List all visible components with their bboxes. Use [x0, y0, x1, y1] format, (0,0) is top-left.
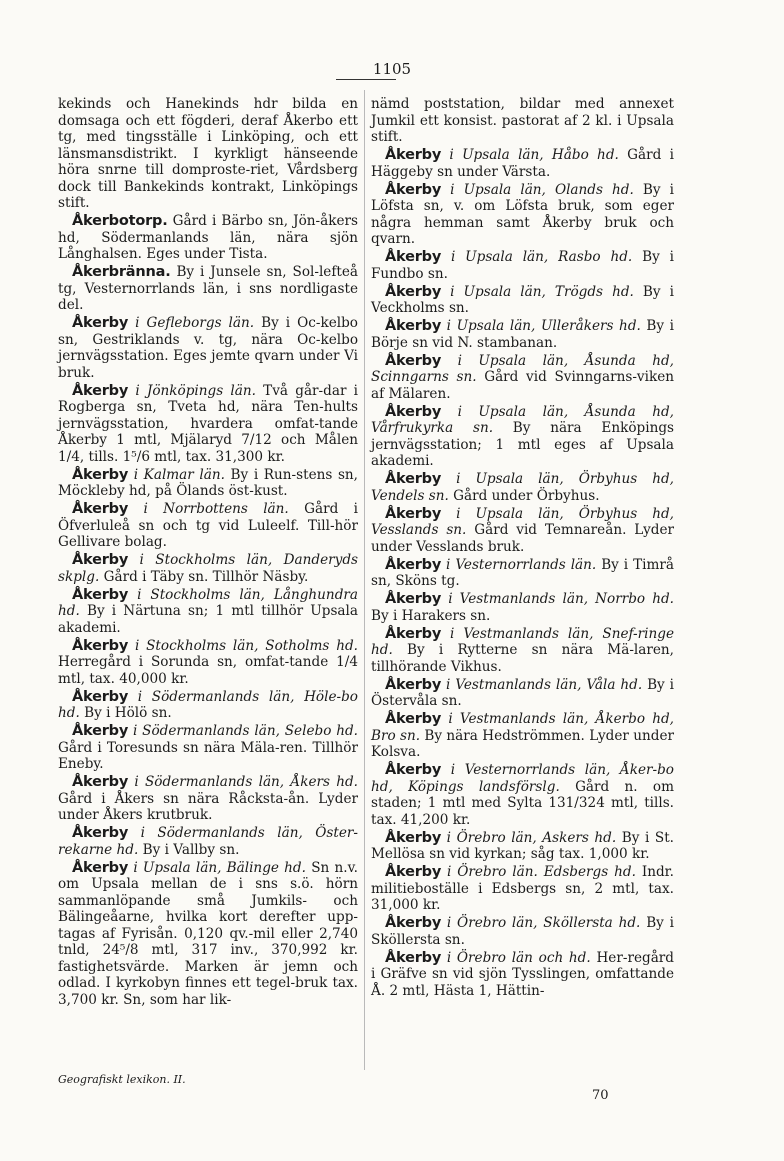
- entry-headword: Åkerby: [385, 676, 442, 693]
- entry-headword: Åkerbotorp.: [72, 213, 168, 229]
- entry-headword: Åkerby: [72, 859, 129, 876]
- entry-location: i Upsala län, Håbo hd.: [449, 147, 619, 163]
- entry-headword: Åkerby: [385, 283, 442, 300]
- dictionary-entry: [371, 249, 674, 282]
- entry-text: By i St. Mellösa sn vid kyrkan; såg tax. 1,000 kr.: [371, 829, 674, 862]
- entry-headword: Åkerby: [385, 471, 442, 487]
- dictionary-entry: [371, 353, 674, 403]
- dictionary-entry: [371, 677, 674, 710]
- entry-text: By i Veckholms sn.: [371, 283, 674, 316]
- entry-location: i Stockholms län, Sotholms hd.: [134, 637, 359, 654]
- entry-headword: Åkerby: [385, 915, 442, 931]
- entry-headword: Åkerby: [72, 315, 129, 331]
- dictionary-entry: [58, 552, 358, 585]
- dictionary-entry: [58, 315, 358, 381]
- entry-location: i Vestmanlands län, Norrbo hd.: [448, 591, 674, 607]
- dictionary-entry: [58, 501, 358, 551]
- entry-text: Gård i Åkers sn nära Råcksta-ån. Lyder under Åkers krutbruk.: [58, 790, 358, 823]
- entry-headword: Åkerby: [72, 637, 129, 654]
- entry-headword: Åkerby: [72, 688, 129, 705]
- entry-location: i Vesternorrlands län.: [446, 556, 597, 573]
- entry-location: i Stockholms län, Danderyds skplg.: [58, 552, 358, 585]
- entry-headword: Åkerby: [72, 586, 129, 603]
- dictionary-entry: [371, 915, 674, 948]
- entry-headword: Åkerby: [385, 829, 442, 846]
- entry-text: Gård vid Temnareån. Lyder under Vesslands bruk.: [371, 522, 674, 555]
- dictionary-entry: [371, 147, 674, 180]
- entry-text: By i Börje sn vid N. stambanan.: [371, 318, 675, 351]
- entry-location: i Upsala län, Åsunda hd, Scinngarns sn.: [371, 352, 674, 385]
- entry-location: i Örebro län. Edsbergs hd.: [447, 864, 636, 880]
- entry-location: i Upsala län, Bälinge hd.: [133, 859, 306, 876]
- entry-location: i Södermanlands län, Öster-rekarne hd.: [58, 825, 358, 858]
- entry-location: i Vestmanlands län, Våla hd.: [446, 676, 643, 693]
- entry-headword: Åkerby: [72, 501, 129, 517]
- dictionary-entry: [58, 860, 358, 1009]
- entry-headword: Åkerby: [72, 774, 129, 790]
- entry-text: Gård i Häggeby sn under Värsta.: [371, 147, 674, 180]
- dictionary-entry: [58, 825, 358, 858]
- entry-text: Sn n.v. om Upsala mellan de i sns s.ö. hörn sammanlöpande små Jumkils- och Bälingeåarne, hvilka kort derefter upp-tagas af Fyrisån. 0,120 qv.-mil eller 2,740 tnld, 24⁵/8 mtl, 317 inv., 370,992 kr. fastighetsvärde. Marken är jemn och odlad. I kyrkobyn finnes ett tegel-bruk tax. 3,700 kr. Sn, som har lik-: [58, 859, 358, 1008]
- entry-headword: Åkerby: [385, 556, 442, 573]
- entry-text: Gård i Öfverluleå sn och tg vid Luleelf. Till-hör Gellivare bolag.: [58, 501, 359, 550]
- entry-headword: Åkerby: [385, 147, 442, 163]
- entry-location: i Upsala län, Åsunda hd, Vårfrukyrka sn.: [371, 403, 674, 436]
- entry-location: i Upsala län, Ulleråkers hd.: [446, 318, 641, 334]
- entry-text: Her-regård i Gräfve sn vid sjön Tysslingen, omfattande Å. 2 mtl, Hästa 1, Hättin-: [371, 949, 674, 999]
- page-number: 1105: [372, 60, 412, 78]
- header-rule: [336, 79, 396, 80]
- entry-headword: Åkerby: [385, 352, 442, 369]
- dictionary-entry: [371, 711, 674, 761]
- entry-headword: Åkerby: [72, 825, 129, 841]
- entry-headword: Åkerby: [72, 552, 129, 568]
- dictionary-entry: [58, 689, 358, 722]
- dictionary-entry: [371, 404, 674, 470]
- entry-headword: Åkerby: [385, 591, 442, 607]
- entry-location: i Vestmanlands län, Snef-ringe hd.: [371, 625, 674, 658]
- entry-location: i Upsala län, Örbyhus hd, Vendels sn.: [371, 471, 674, 504]
- dictionary-entry: [371, 318, 674, 351]
- entry-headword: Åkerby: [385, 181, 442, 198]
- entry-text: By i Oc-kelbo sn, Gestriklands v. tg, nära Oc-kelbo jernvägsstation. Eges jemte qvarn under Vi bruk.: [58, 315, 358, 381]
- entry-text: Gård n. om staden; 1 mtl med Sylta 131/324 mtl, tills. tax. 41,200 kr.: [371, 778, 674, 828]
- entry-headword: Åkerby: [385, 762, 442, 778]
- dictionary-entry: [371, 950, 674, 1000]
- entry-location: i Upsala län, Rasbo hd.: [450, 249, 633, 265]
- entry-headword: Åkerby: [72, 466, 129, 483]
- dictionary-entry: [58, 467, 358, 500]
- entry-text: By i Löfsta sn, v. om Löfsta bruk, som eger några hemman samt Åkerby bruk och qvarn.: [371, 181, 674, 247]
- dictionary-entry: [58, 383, 358, 466]
- entry-text: By i Run-stens sn, Möckleby hd, på Ölands öst-kust.: [58, 466, 359, 499]
- entry-headword: Åkerby: [385, 249, 442, 265]
- entry-location: i Kalmar län.: [133, 466, 225, 483]
- entry-text: By i Vallby sn.: [142, 841, 240, 858]
- entry-text: Herregård i Sorunda sn, omfat-tande 1/4 mtl, tax. 40,000 kr.: [58, 654, 358, 687]
- entry-location: i Södermanlands län, Selebo hd.: [132, 723, 359, 739]
- entry-text: By i Rytterne sn nära Mä-laren, tillhörande Vikhus.: [371, 642, 674, 675]
- entry-headword: Åkerby: [385, 403, 442, 420]
- entry-location: i Upsala län, Trögds hd.: [450, 283, 634, 300]
- entry-location: i Upsala län, Örbyhus hd, Vesslands sn.: [371, 505, 674, 538]
- entry-location: i Norrbottens län.: [143, 501, 289, 517]
- dictionary-entry: [371, 96, 674, 146]
- dictionary-entry: [371, 182, 674, 248]
- entry-location: i Gefleborgs län.: [135, 315, 255, 331]
- signature-mark: 70: [592, 1088, 609, 1103]
- entry-location: i Södermanlands län, Höle-bo hd.: [58, 688, 358, 721]
- dictionary-entry: [58, 264, 358, 314]
- left-column: [58, 96, 358, 1010]
- dictionary-entry: [58, 723, 358, 773]
- dictionary-entry: [58, 587, 358, 637]
- entry-location: i Jönköpings län.: [135, 382, 256, 399]
- entry-location: i Örebro län, Askers hd.: [446, 829, 617, 846]
- dictionary-entry: [371, 626, 674, 676]
- entry-text: kekinds och Hanekinds hdr bilda en domsaga och ett fögderi, deraf Åkerbo ett tg, med tingsställe i Linköping, och ett länsmansdistrikt. I kyrkligt hänseende höra snrne till domproste-riet, Vårdsberg dock till Bankekinds kontrakt, Linköpings stift.: [58, 96, 358, 211]
- entry-text: Gård i Täby sn. Tillhör Näsby.: [103, 568, 309, 585]
- dictionary-entry: [371, 830, 674, 863]
- entry-text: By i Fundbo sn.: [371, 249, 674, 282]
- entry-location: i Upsala län, Olands hd.: [450, 181, 634, 198]
- entry-location: i Vesternorrlands län, Åker-bo hd, Köpings landsförslg.: [371, 762, 674, 795]
- entry-headword: Åkerby: [385, 864, 442, 880]
- entry-headword: Åkerbränna.: [72, 264, 171, 280]
- dictionary-entry: [371, 762, 674, 828]
- entry-text: By i Hölö sn.: [84, 705, 172, 721]
- entry-location: i Örebro län, Sköllersta hd.: [446, 915, 641, 931]
- entry-text: Gård vid Svinngarns-viken af Mälaren.: [371, 369, 674, 402]
- entry-headword: Åkerby: [385, 711, 442, 727]
- entry-location: i Södermanlands län, Åkers hd.: [134, 774, 358, 790]
- dictionary-entry: [58, 213, 358, 263]
- dictionary-entry: [58, 774, 358, 824]
- entry-headword: Åkerby: [385, 505, 442, 522]
- entry-text: By i Junsele sn, Sol-lefteå tg, Vesternorrlands län, i sns nordligaste del.: [58, 264, 358, 313]
- entry-headword: Åkerby: [72, 382, 129, 399]
- dictionary-entry: [371, 284, 674, 317]
- entry-text: By i Östervåla sn.: [371, 676, 674, 709]
- dictionary-entry: [371, 506, 674, 556]
- entry-text: By i Harakers sn.: [371, 607, 491, 624]
- dictionary-entry: [371, 864, 674, 914]
- entry-headword: Åkerby: [72, 723, 129, 739]
- dictionary-entry: [58, 638, 358, 688]
- dictionary-entry: [371, 557, 674, 590]
- right-column: [371, 96, 674, 1001]
- entry-text: By nära Enköpings jernvägsstation; 1 mtl eges af Upsala akademi.: [371, 420, 674, 469]
- entry-location: i Örebro län och hd.: [446, 949, 591, 966]
- entry-text: Gård under Örbyhus.: [453, 487, 600, 504]
- footer-title: Geografiskt lexikon. II.: [58, 1073, 186, 1086]
- entry-text: By i Sköllersta sn.: [371, 915, 675, 948]
- column-divider: [364, 90, 365, 1070]
- entry-location: i Stockholms län, Långhundra hd.: [58, 586, 358, 619]
- entry-text: Gård i Toresunds sn nära Mäla-ren. Tillhör Eneby.: [58, 739, 358, 772]
- entry-text: Indr. militieboställe i Edsbergs sn, 2 mtl, tax. 31,000 kr.: [371, 864, 674, 913]
- entry-text: By nära Hedströmmen. Lyder under Kolsva.: [371, 727, 675, 760]
- entry-headword: Åkerby: [385, 949, 442, 966]
- entry-text: By i Timrå sn, Sköns tg.: [371, 556, 674, 589]
- dictionary-entry: [58, 96, 358, 212]
- entry-text: nämd poststation, bildar med annexet Jumkil ett konsist. pastorat af 2 kl. i Upsala stift.: [371, 96, 674, 145]
- entry-text: By i Närtuna sn; 1 mtl tillhör Upsala akademi.: [58, 603, 358, 636]
- entry-location: i Vestmanlands län, Åkerbo hd, Bro sn.: [371, 711, 674, 744]
- entry-text: Två går-dar i Rogberga sn, Tveta hd, nära Ten-hults jernvägsstation, hvardera omfat-tande Åkerby 1 mtl, Mjälaryd 7/12 och Målen 1/4, tills. 1⁵/6 mtl, tax. 31,300 kr.: [58, 382, 359, 465]
- entry-text: Gård i Bärbo sn, Jön-åkers hd, Södermanlands län, nära sjön Långhalsen. Eges under Tista.: [58, 213, 359, 262]
- entry-headword: Åkerby: [385, 318, 442, 334]
- dictionary-entry: [371, 591, 674, 624]
- dictionary-entry: [371, 471, 674, 504]
- entry-headword: Åkerby: [385, 625, 442, 642]
